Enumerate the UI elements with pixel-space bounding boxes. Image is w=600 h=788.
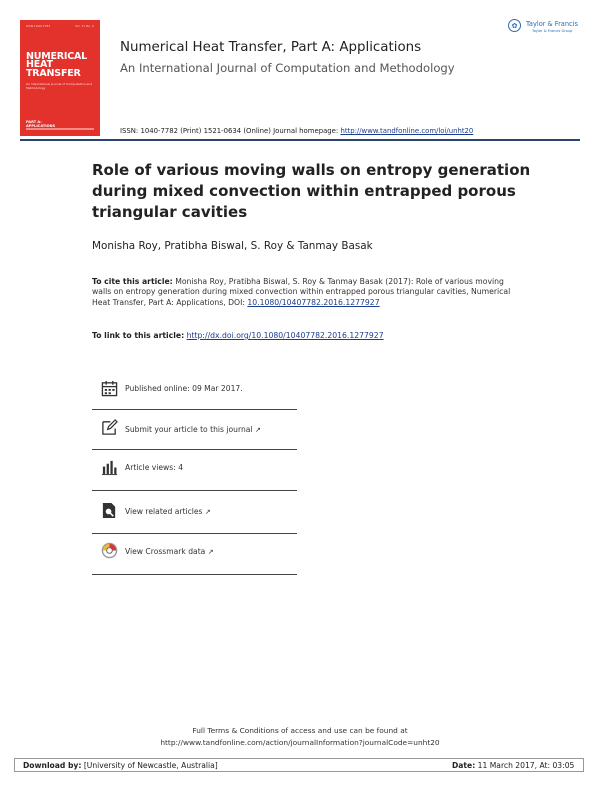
download-date-label: Date: [452, 761, 476, 770]
related-articles-text: View related articles [125, 507, 203, 516]
cover-title-line: HEAT [26, 59, 53, 71]
cover-header [26, 24, 94, 28]
cover-subtitle: An International Journal of Computation and Methodology [26, 82, 93, 90]
article-authors: Monisha Roy, Pratibha Biswal, S. Roy & Tanmay Basak [92, 240, 373, 252]
article-title: Role of various moving walls on entropy generation during mixed convection within entrapped porous triangular cavities [92, 161, 531, 221]
crossmark-label[interactable] [125, 547, 214, 556]
download-by [23, 761, 218, 770]
publisher-logo[interactable] [508, 17, 588, 39]
citation-block [92, 277, 522, 308]
bar-chart-icon [101, 459, 118, 476]
download-info-bar [14, 758, 584, 772]
external-link-icon: ↗ [207, 548, 214, 556]
journal-title: Numerical Heat Transfer, Part A: Applications [120, 40, 422, 55]
cover-part-line: APPLICATIONS [26, 124, 56, 128]
published-online-label: Published online: 09 Mar 2017. [125, 384, 243, 393]
journal-cover-image [20, 20, 100, 136]
header-divider [20, 139, 580, 141]
terms-footer [0, 725, 600, 748]
taylor-francis-logo-icon: ✿ [508, 19, 521, 32]
article-link-line [92, 331, 384, 340]
submit-article-text: Submit your article to this journal [125, 425, 253, 434]
cover-bar [26, 128, 94, 130]
article-views-label: Article views: 4 [125, 463, 184, 472]
item-divider [92, 574, 297, 575]
terms-line: Full Terms & Conditions of access and use can be found at [192, 726, 408, 735]
item-divider [92, 409, 297, 410]
publisher-tagline: Taylor & Francis Group [532, 29, 573, 33]
issn-line [120, 127, 473, 135]
item-divider [92, 533, 297, 534]
edit-document-icon [101, 419, 118, 436]
cover-header-left: ISSN 1040-7782 [26, 24, 51, 28]
search-document-icon [101, 502, 118, 519]
citation-text: Monisha Roy, Pratibha Biswal, S. Roy & Tanmay Basak (2017): Role of various moving walls on entropy generation during mixed convection within entrapped porous triangular cavities, Numerical Heat Transfer, Part A: Applications, DOI: [92, 277, 511, 307]
article-doi-url[interactable]: http://dx.doi.org/10.1080/10407782.2016.1277927 [186, 331, 384, 340]
article-views-item [92, 457, 297, 479]
issn-text: ISSN: 1040-7782 (Print) 1521-0634 (Online) Journal homepage: [120, 127, 339, 135]
published-online-item [92, 378, 297, 400]
crossmark-item[interactable] [92, 541, 297, 563]
item-divider [92, 449, 297, 450]
download-date-value: 11 March 2017, At: 03:05 [477, 761, 575, 770]
citation-label: To cite this article: [92, 277, 173, 286]
citation-doi-link[interactable]: 10.1080/10407782.2016.1277927 [247, 297, 380, 307]
related-articles-item[interactable] [92, 501, 297, 523]
download-by-label: Download by: [23, 761, 82, 770]
cover-title-line: TRANSFER [26, 67, 81, 79]
cover-part-label [26, 120, 55, 128]
cover-part-line: PART A: [26, 120, 42, 124]
article-link-label: To link to this article: [92, 331, 185, 340]
publisher-name: Taylor & Francis [526, 20, 578, 28]
item-divider [92, 490, 297, 491]
download-date [452, 761, 574, 770]
external-link-icon: ↗ [204, 508, 211, 516]
terms-url[interactable]: http://www.tandfonline.com/action/journalInformation?journalCode=unht20 [160, 737, 440, 747]
external-link-icon: ↗ [254, 426, 261, 434]
crossmark-icon [101, 542, 118, 559]
calendar-icon [101, 380, 118, 397]
journal-subtitle: An International Journal of Computation and Methodology [120, 61, 455, 75]
crossmark-text: View Crossmark data [125, 547, 206, 556]
cover-header-right: Vol. 71 No. 6 [74, 24, 94, 28]
cover-title [26, 53, 98, 78]
journal-homepage-link[interactable]: http://www.tandfonline.com/loi/unht20 [340, 127, 474, 135]
download-institution: [University of Newcastle, Australia] [83, 761, 218, 770]
submit-article-item[interactable] [92, 418, 297, 440]
submit-article-label[interactable] [125, 425, 261, 434]
related-articles-label[interactable] [125, 507, 211, 516]
cover-title-line: NUMERICAL [26, 51, 88, 62]
